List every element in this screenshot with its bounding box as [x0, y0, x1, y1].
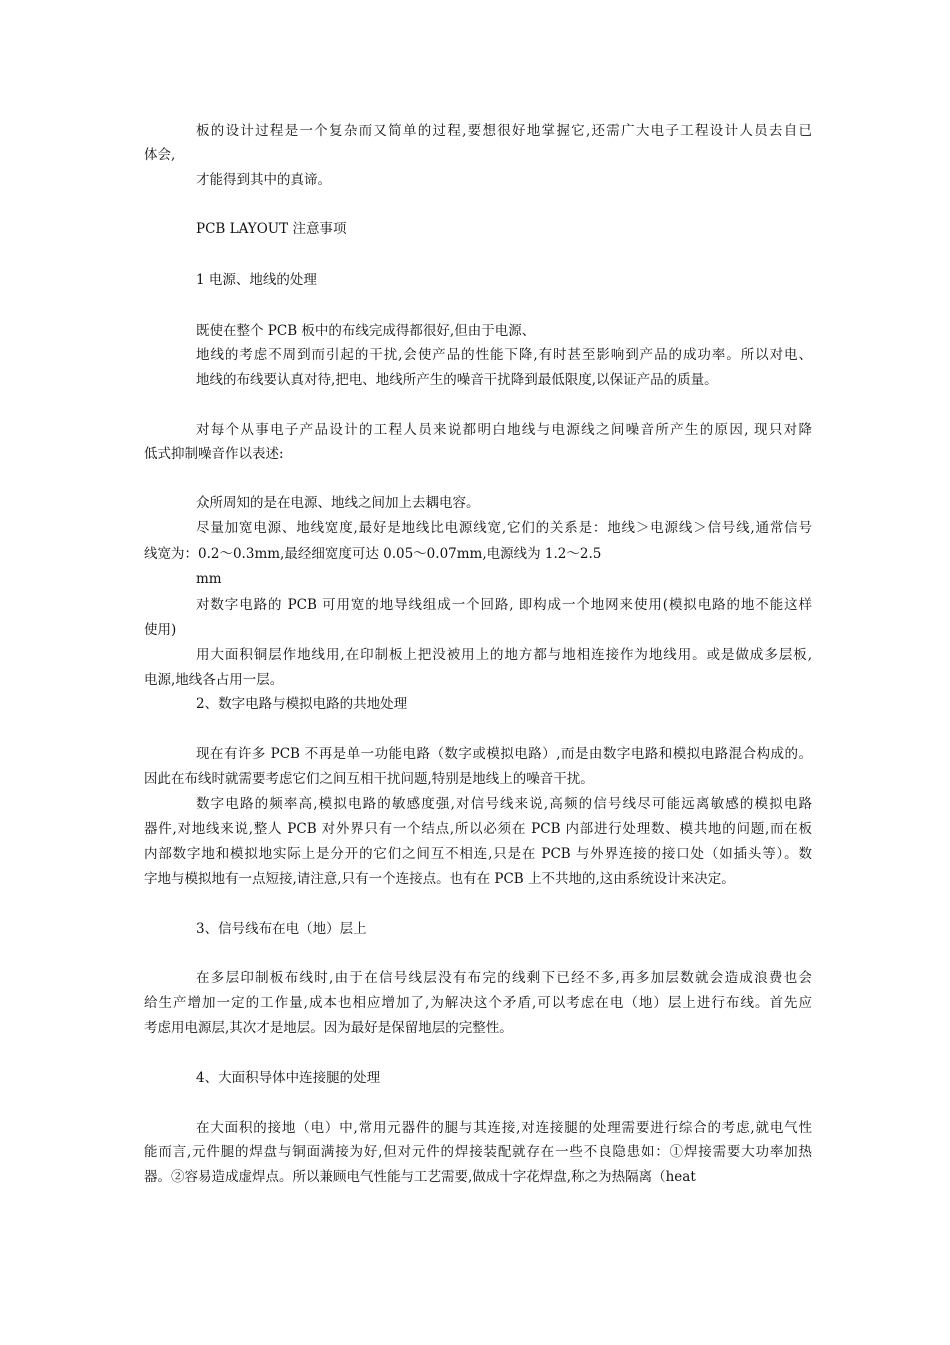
- text-line: 器件,对地线来说,整人 PCB 对外界只有一个结点,所以必须在 PCB 内部进行处理数、模共地的问题,而在板: [144, 821, 812, 837]
- text-line: 在大面积的接地（电）中,常用元器件的腿与其连接,对连接腿的处理需要进行综合的考虑,就电气性: [196, 1120, 812, 1136]
- text-line: 地线的考虑不周到而引起的干扰,会使产品的性能下降,有时甚至影响到产品的成功率。所以对电、: [196, 347, 812, 363]
- text-line: 现在有许多 PCB 不再是单一功能电路（数字或模拟电路）,而是由数字电路和模拟电路混合构成的。: [196, 746, 812, 762]
- text-line: 数字电路的频率高,模拟电路的敏感度强,对信号线来说,高频的信号线尽可能远离敏感的模拟电路: [196, 796, 812, 812]
- text-line: 使用): [144, 622, 177, 638]
- section-heading: 1 电源、地线的处理: [196, 272, 317, 288]
- text-line: 对每个从事电子产品设计的工程人员来说都明白地线与电源线之间噪音所产生的原因, 现只对降: [196, 422, 812, 438]
- text-line: 地线的布线要认真对待,把电、地线所产生的噪音干扰降到最低限度,以保证产品的质量。: [196, 372, 718, 388]
- text-line: 才能得到其中的真谛。: [196, 172, 331, 188]
- text-line: 电源,地线各占用一层。: [144, 672, 284, 688]
- text-line: 既使在整个 PCB 板中的布线完成得都很好,但由于电源、: [196, 323, 536, 339]
- text-line: 在多层印制板布线时,由于在信号线层没有布完的线剩下已经不多,再多加层数就会造成浪费也会: [196, 970, 812, 986]
- text-line: 线宽为：0.2～0.3mm,最经细宽度可达 0.05～0.07mm,电源线为 1.2～2.5: [144, 546, 602, 562]
- text-line: 内部数字地和模拟地实际上是分开的它们之间互不相连,只是在 PCB 与外界连接的接口处（如插头等）。数: [144, 846, 812, 862]
- text-line: 因此在布线时就需要考虑它们之间互相干扰问题,特别是地线上的噪音干扰。: [144, 771, 594, 787]
- text-line: 众所周知的是在电源、地线之间加上去耦电容。: [196, 495, 480, 511]
- text-line: 字地与模拟地有一点短接,请注意,只有一个连接点。也有在 PCB 上不共地的,这由系统设计来决定。: [144, 871, 735, 887]
- text-line: 给生产增加一定的工作量,成本也相应增加了,为解决这个矛盾,可以考虑在电（地）层上进行布线。首先应: [144, 995, 812, 1011]
- text-line: mm: [196, 571, 222, 587]
- text-line: 板的设计过程是一个复杂而又简单的过程,要想很好地掌握它,还需广大电子工程设计人员去自已: [196, 123, 812, 139]
- section-heading: 4、大面积导体中连接腿的处理: [196, 1070, 381, 1086]
- text-line: 考虑用电源层,其次才是地层。因为最好是保留地层的完整性。: [144, 1020, 513, 1036]
- text-line: 尽量加宽电源、地线宽度,最好是地线比电源线宽,它们的关系是：地线＞电源线＞信号线,通常信号: [196, 520, 812, 536]
- text-line: 能而言,元件腿的焊盘与铜面满接为好,但对元件的焊接装配就存在一些不良隐患如：①焊接需要大功率加热: [144, 1144, 812, 1160]
- section-heading: 2、数字电路与模拟电路的共地处理: [196, 696, 408, 712]
- section-heading: 3、信号线布在电（地）层上: [196, 921, 367, 937]
- text-line: 用大面积铜层作地线用,在印制板上把没被用上的地方都与地相连接作为地线用。或是做成多层板,: [196, 647, 812, 663]
- text-line: 体会,: [144, 147, 176, 163]
- section-heading: PCB LAYOUT 注意事项: [196, 221, 347, 237]
- text-line: 低式抑制噪音作以表述:: [144, 446, 284, 462]
- text-line: 对数字电路的 PCB 可用宽的地导线组成一个回路, 即构成一个地网来使用(模拟电路的地不能这样: [196, 597, 812, 613]
- text-line: 器。②容易造成虚焊点。所以兼顾电气性能与工艺需要,做成十字花焊盘,称之为热隔离（heat: [144, 1169, 696, 1185]
